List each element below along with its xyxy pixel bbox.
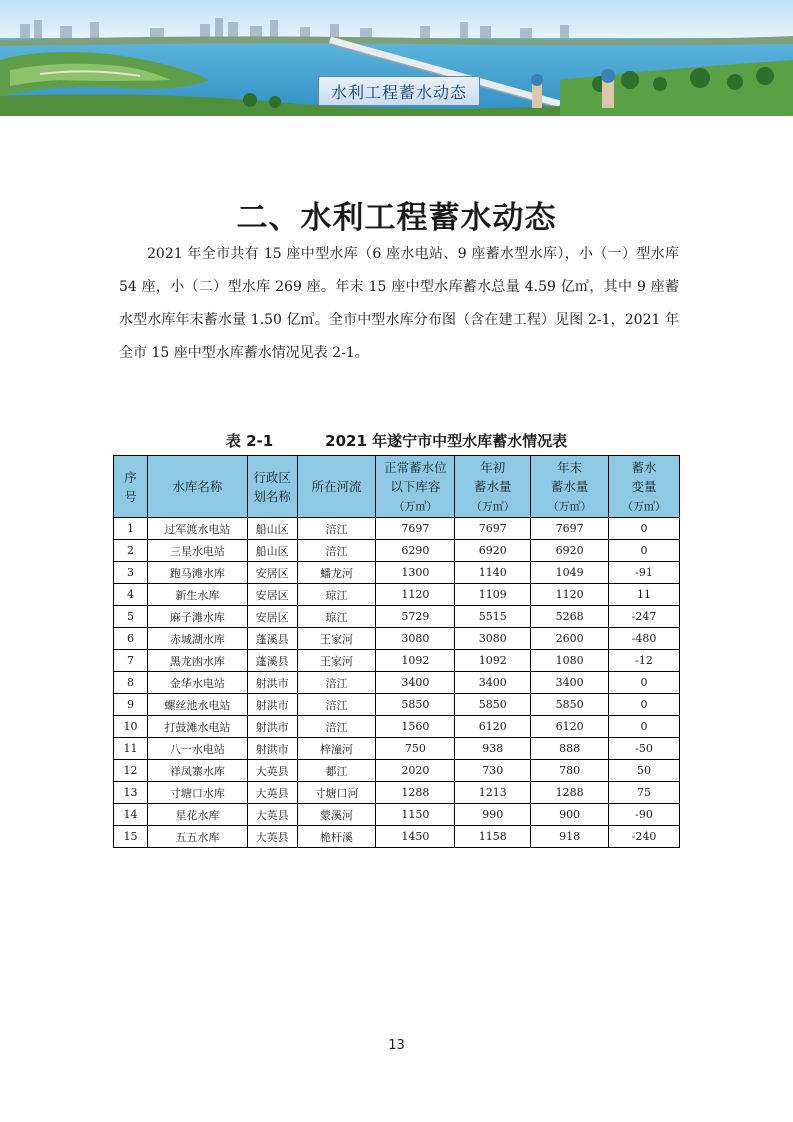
row-end-storage: 888 (531, 738, 609, 760)
table-row (114, 606, 680, 628)
table-row (114, 804, 680, 826)
row-seq: 7 (114, 650, 148, 672)
row-storage-change: 75 (609, 782, 680, 804)
row-normal-capacity: 3080 (376, 628, 455, 650)
table-row (114, 628, 680, 650)
row-name: 黑龙凼水库 (147, 650, 247, 672)
banner-section-label: 水利工程蓄水动态 (318, 76, 480, 106)
row-district: 射洪市 (247, 672, 297, 694)
row-end-storage: 6920 (531, 540, 609, 562)
row-river: 涪江 (297, 694, 376, 716)
row-district: 大英县 (247, 760, 297, 782)
row-river: 琼江 (297, 606, 376, 628)
row-normal-capacity: 1150 (376, 804, 455, 826)
row-seq: 5 (114, 606, 148, 628)
row-end-storage: 1080 (531, 650, 609, 672)
row-name: 五五水库 (147, 826, 247, 848)
row-seq: 13 (114, 782, 148, 804)
table-caption (0, 430, 793, 451)
table-row (114, 650, 680, 672)
row-name: 打鼓滩水电站 (147, 716, 247, 738)
row-begin-storage: 938 (455, 738, 531, 760)
row-district: 射洪市 (247, 716, 297, 738)
row-storage-change: 0 (609, 540, 680, 562)
row-river: 王家河 (297, 628, 376, 650)
row-end-storage: 5850 (531, 694, 609, 716)
reservoir-table (113, 455, 680, 848)
row-end-storage: 5268 (531, 606, 609, 628)
row-district: 安居区 (247, 606, 297, 628)
table-row (114, 760, 680, 782)
row-normal-capacity: 5850 (376, 694, 455, 716)
row-storage-change: 0 (609, 694, 680, 716)
row-river: 涪江 (297, 716, 376, 738)
header-name: 水库名称 (147, 456, 247, 518)
row-name: 跑马滩水库 (147, 562, 247, 584)
row-begin-storage: 1109 (455, 584, 531, 606)
table-row (114, 716, 680, 738)
row-normal-capacity: 7697 (376, 518, 455, 540)
row-normal-capacity: 6290 (376, 540, 455, 562)
row-name: 过军渡水电站 (147, 518, 247, 540)
row-end-storage: 3400 (531, 672, 609, 694)
row-name: 新生水库 (147, 584, 247, 606)
row-river: 桅杆溪 (297, 826, 376, 848)
row-river: 寸塘口河 (297, 782, 376, 804)
intro-paragraph: 2021 年全市共有 15 座中型水库（6 座水电站、9 座蓄水型水库），小（一）型水库 54 座，小（二）型水库 269 座。年末 15 座中型水库蓄水总量 4.59 亿㎥，其中 9 座蓄水型水库年末蓄水量 1.50 亿㎥。全市中型水库分布图（含在建工程）见图 2-1，2021 年全市 15 座中型水库蓄水情况见表 2-1。 (119, 246, 679, 361)
row-storage-change: 11 (609, 584, 680, 606)
header-river: 所在河流 (297, 456, 376, 518)
row-storage-change: -247 (609, 606, 680, 628)
row-end-storage: 900 (531, 804, 609, 826)
row-storage-change: -240 (609, 826, 680, 848)
row-normal-capacity: 2020 (376, 760, 455, 782)
row-begin-storage: 990 (455, 804, 531, 826)
row-river: 梓潼河 (297, 738, 376, 760)
row-begin-storage: 5850 (455, 694, 531, 716)
row-begin-storage: 6120 (455, 716, 531, 738)
row-end-storage: 918 (531, 826, 609, 848)
header-normal-capacity: 正常蓄水位 以下库容 （万㎥） (376, 456, 455, 518)
header-seq: 序 号 (114, 456, 148, 518)
table-row (114, 584, 680, 606)
row-river: 涪江 (297, 672, 376, 694)
row-begin-storage: 1092 (455, 650, 531, 672)
row-district: 安居区 (247, 584, 297, 606)
table-title: 2021 年遂宁市中型水库蓄水情况表 (325, 432, 568, 450)
row-name: 三星水电站 (147, 540, 247, 562)
page-number: 13 (388, 1038, 405, 1053)
row-name: 麻子滩水库 (147, 606, 247, 628)
header-storage-change: 蓄水 变量 （万㎥） (609, 456, 680, 518)
row-river: 王家河 (297, 650, 376, 672)
row-end-storage: 1120 (531, 584, 609, 606)
table-row (114, 694, 680, 716)
row-district: 射洪市 (247, 738, 297, 760)
row-end-storage: 7697 (531, 518, 609, 540)
row-seq: 12 (114, 760, 148, 782)
table-row (114, 826, 680, 848)
row-normal-capacity: 1120 (376, 584, 455, 606)
row-seq: 3 (114, 562, 148, 584)
row-district: 蓬溪县 (247, 650, 297, 672)
row-end-storage: 1288 (531, 782, 609, 804)
table-row (114, 540, 680, 562)
row-begin-storage: 6920 (455, 540, 531, 562)
row-seq: 1 (114, 518, 148, 540)
header-begin-storage: 年初 蓄水量 （万㎥） (455, 456, 531, 518)
table-row (114, 782, 680, 804)
header-banner (0, 0, 793, 116)
row-storage-change: -91 (609, 562, 680, 584)
row-begin-storage: 730 (455, 760, 531, 782)
row-name: 螺丝池水电站 (147, 694, 247, 716)
row-normal-capacity: 1450 (376, 826, 455, 848)
row-district: 大英县 (247, 826, 297, 848)
table-header-row (114, 456, 680, 518)
row-seq: 8 (114, 672, 148, 694)
row-district: 船山区 (247, 540, 297, 562)
row-river: 琼江 (297, 584, 376, 606)
row-seq: 11 (114, 738, 148, 760)
row-storage-change: 50 (609, 760, 680, 782)
row-river: 蒙溪河 (297, 804, 376, 826)
table-number: 表 2-1 (225, 432, 274, 450)
row-river: 蟠龙河 (297, 562, 376, 584)
row-seq: 2 (114, 540, 148, 562)
page-title: 二、水利工程蓄水动态 (236, 200, 557, 236)
table-row (114, 738, 680, 760)
row-name: 八一水电站 (147, 738, 247, 760)
row-end-storage: 2600 (531, 628, 609, 650)
row-end-storage: 6120 (531, 716, 609, 738)
row-begin-storage: 5515 (455, 606, 531, 628)
row-seq: 10 (114, 716, 148, 738)
header-district: 行政区 划名称 (247, 456, 297, 518)
row-seq: 9 (114, 694, 148, 716)
row-seq: 6 (114, 628, 148, 650)
row-name: 寸塘口水库 (147, 782, 247, 804)
row-river: 郪江 (297, 760, 376, 782)
row-district: 射洪市 (247, 694, 297, 716)
table-row (114, 562, 680, 584)
row-end-storage: 780 (531, 760, 609, 782)
row-begin-storage: 3080 (455, 628, 531, 650)
row-seq: 4 (114, 584, 148, 606)
row-begin-storage: 1158 (455, 826, 531, 848)
row-name: 赤城湖水库 (147, 628, 247, 650)
row-storage-change: -12 (609, 650, 680, 672)
row-normal-capacity: 1300 (376, 562, 455, 584)
row-district: 大英县 (247, 782, 297, 804)
row-normal-capacity: 5729 (376, 606, 455, 628)
row-river: 涪江 (297, 540, 376, 562)
row-storage-change: 0 (609, 672, 680, 694)
table-row (114, 672, 680, 694)
row-district: 安居区 (247, 562, 297, 584)
row-district: 船山区 (247, 518, 297, 540)
row-normal-capacity: 3400 (376, 672, 455, 694)
row-storage-change: -480 (609, 628, 680, 650)
row-district: 蓬溪县 (247, 628, 297, 650)
row-end-storage: 1049 (531, 562, 609, 584)
row-river: 涪江 (297, 518, 376, 540)
header-end-storage: 年末 蓄水量 （万㎥） (531, 456, 609, 518)
row-normal-capacity: 1560 (376, 716, 455, 738)
row-storage-change: -50 (609, 738, 680, 760)
row-begin-storage: 1213 (455, 782, 531, 804)
row-normal-capacity: 750 (376, 738, 455, 760)
row-district: 大英县 (247, 804, 297, 826)
row-seq: 14 (114, 804, 148, 826)
row-begin-storage: 7697 (455, 518, 531, 540)
row-begin-storage: 1140 (455, 562, 531, 584)
row-begin-storage: 3400 (455, 672, 531, 694)
row-name: 金华水电站 (147, 672, 247, 694)
row-storage-change: -90 (609, 804, 680, 826)
row-normal-capacity: 1092 (376, 650, 455, 672)
row-normal-capacity: 1288 (376, 782, 455, 804)
row-name: 祥凤寨水库 (147, 760, 247, 782)
row-seq: 15 (114, 826, 148, 848)
table-row (114, 518, 680, 540)
row-storage-change: 0 (609, 518, 680, 540)
row-name: 星花水库 (147, 804, 247, 826)
row-storage-change: 0 (609, 716, 680, 738)
